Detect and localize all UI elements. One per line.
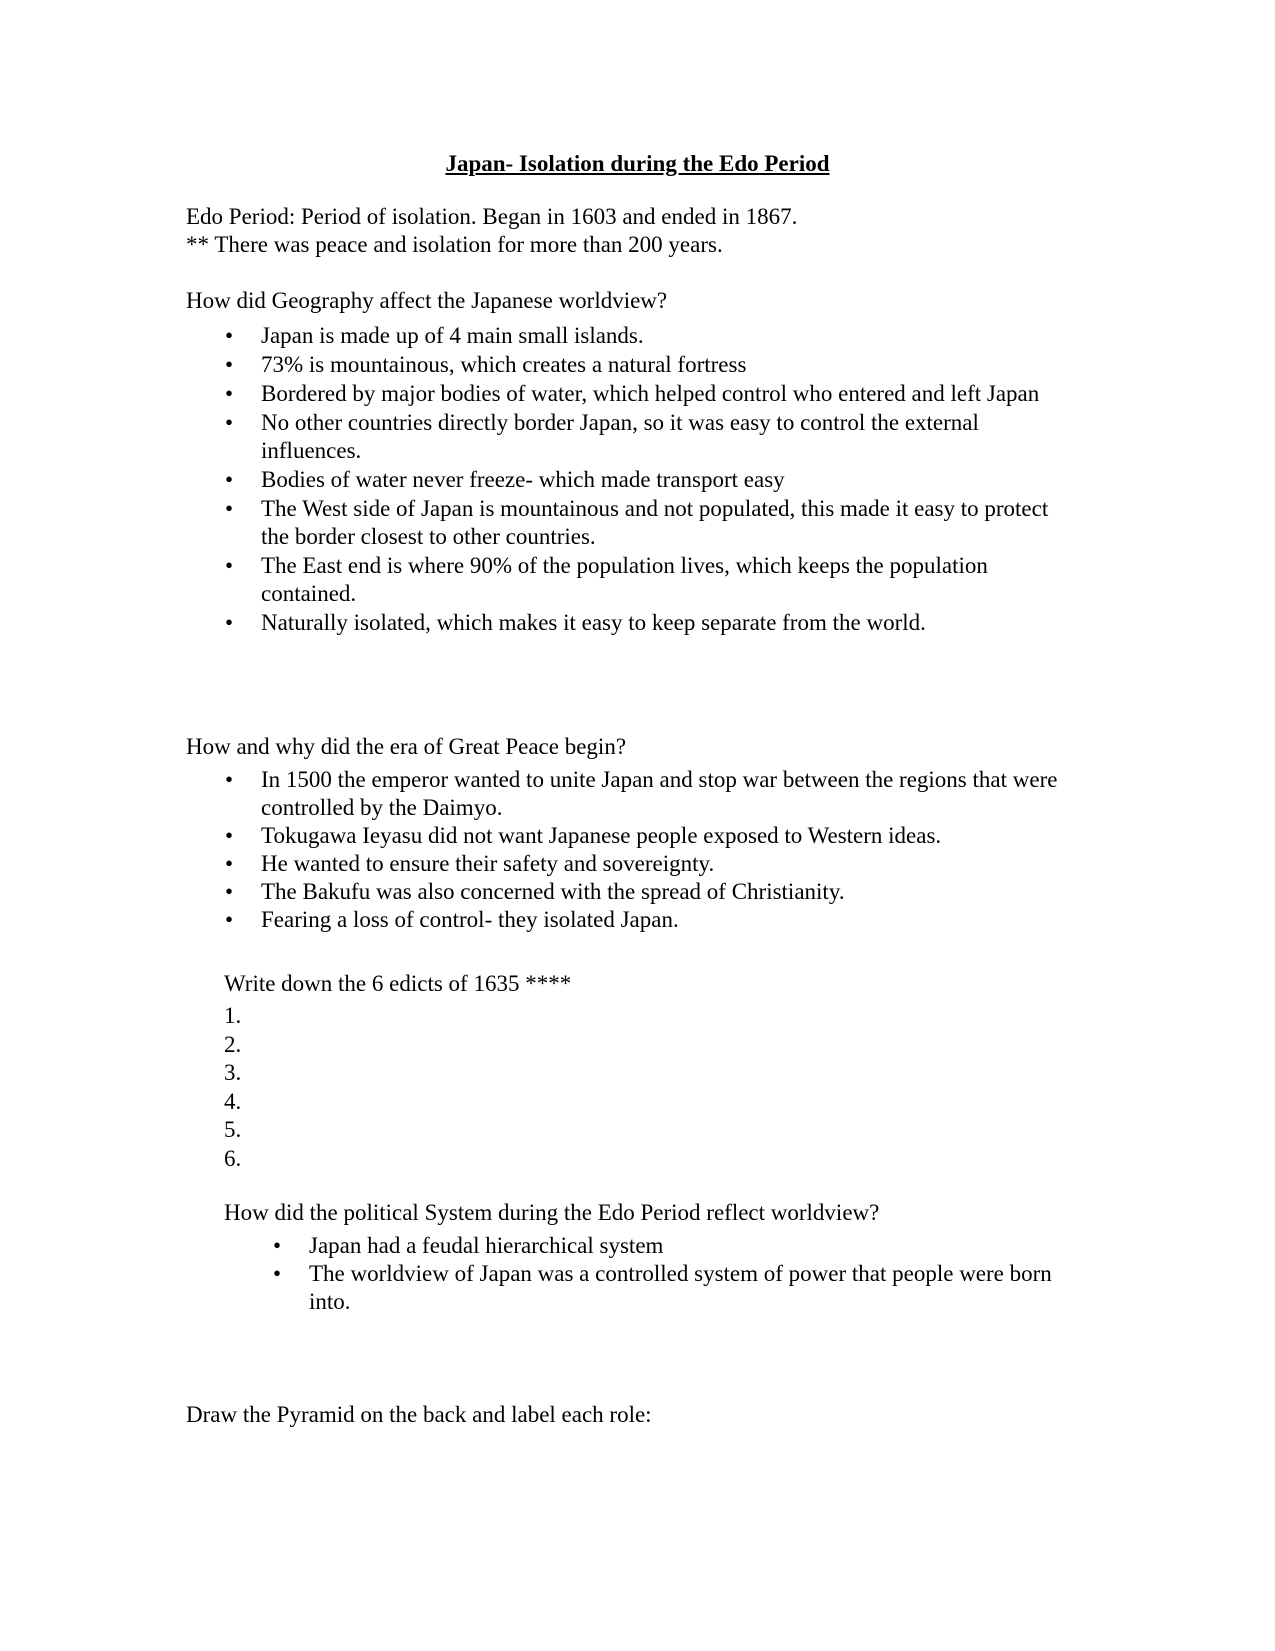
bullet-text: Tokugawa Ieyasu did not want Japanese people exposed to Western ideas. bbox=[261, 823, 942, 848]
bullet-icon: • bbox=[225, 553, 234, 578]
edicts-prompt: Write down the 6 edicts of 1635 **** bbox=[224, 971, 572, 996]
political-question: How did the political System during the Edo Period reflect worldview? bbox=[224, 1200, 880, 1225]
bullet-icon: • bbox=[273, 1233, 282, 1258]
bullet-text: The Bakufu was also concerned with the spread of Christianity. bbox=[261, 879, 845, 904]
bullet-text: The East end is where 90% of the population lives, which keeps the population contained. bbox=[261, 553, 988, 606]
list-item: 3. bbox=[224, 1060, 242, 1085]
bullet-text: The worldview of Japan was a controlled system of power that people were born into. bbox=[309, 1261, 1052, 1314]
list-item bbox=[225, 409, 1075, 465]
bullet-icon: • bbox=[225, 323, 234, 348]
intro-line-1: Edo Period: Period of isolation. Began in 1603 and ended in 1867. bbox=[186, 204, 798, 229]
bullet-icon: • bbox=[225, 467, 234, 492]
pyramid-instruction: Draw the Pyramid on the back and label each role: bbox=[186, 1402, 652, 1427]
geography-question: How did Geography affect the Japanese worldview? bbox=[186, 288, 668, 313]
list-item bbox=[225, 850, 1075, 878]
list-item bbox=[225, 380, 1075, 408]
list-item bbox=[225, 495, 1075, 551]
bullet-icon: • bbox=[225, 907, 234, 932]
list-item bbox=[225, 466, 1075, 494]
bullet-icon: • bbox=[225, 879, 234, 904]
geography-bullet-list bbox=[225, 322, 1075, 638]
bullet-icon: • bbox=[225, 823, 234, 848]
bullet-icon: • bbox=[225, 381, 234, 406]
peace-question: How and why did the era of Great Peace begin? bbox=[186, 734, 627, 759]
bullet-text: Japan had a feudal hierarchical system bbox=[309, 1233, 664, 1258]
bullet-text: Bodies of water never freeze- which made transport easy bbox=[261, 467, 785, 492]
bullet-icon: • bbox=[225, 851, 234, 876]
list-item bbox=[273, 1260, 1073, 1316]
bullet-icon: • bbox=[225, 767, 234, 792]
page-title: Japan- Isolation during the Edo Period bbox=[445, 151, 830, 176]
bullet-text: Japan is made up of 4 main small islands. bbox=[261, 323, 644, 348]
list-item: 4. bbox=[224, 1088, 242, 1114]
list-item: 6. bbox=[224, 1145, 242, 1171]
bullet-text: Bordered by major bodies of water, which helped control who entered and left Japan bbox=[261, 381, 1040, 406]
intro-line-2: ** There was peace and isolation for more than 200 years. bbox=[186, 232, 723, 257]
edicts-number-list bbox=[224, 1002, 241, 1173]
bullet-text: 73% is mountainous, which creates a natural fortress bbox=[261, 352, 747, 377]
bullet-text: In 1500 the emperor wanted to unite Japan and stop war between the regions that were controlled by the Daimyo. bbox=[261, 767, 1058, 820]
bullet-icon: • bbox=[225, 610, 234, 635]
list-item: 1. bbox=[224, 1003, 242, 1028]
list-item bbox=[225, 322, 1075, 350]
list-item bbox=[225, 878, 1075, 906]
bullet-icon: • bbox=[225, 496, 234, 521]
list-item bbox=[225, 766, 1075, 822]
bullet-text: No other countries directly border Japan, so it was easy to control the external influences. bbox=[261, 410, 979, 463]
peace-bullet-list bbox=[225, 766, 1075, 934]
bullet-text: He wanted to ensure their safety and sovereignty. bbox=[261, 851, 715, 876]
list-item bbox=[225, 906, 1075, 934]
political-bullet-list bbox=[273, 1232, 1073, 1316]
bullet-text: Fearing a loss of control- they isolated Japan. bbox=[261, 907, 679, 932]
bullet-icon: • bbox=[225, 352, 234, 377]
list-item bbox=[225, 552, 1075, 608]
bullet-text: The West side of Japan is mountainous and not populated, this made it easy to protect the border closest to other countries. bbox=[261, 496, 1049, 549]
bullet-icon: • bbox=[225, 410, 234, 435]
list-item: 2. bbox=[224, 1031, 242, 1057]
list-item bbox=[273, 1232, 1073, 1260]
list-item: 5. bbox=[224, 1117, 242, 1142]
list-item bbox=[225, 609, 1075, 637]
list-item bbox=[225, 822, 1075, 850]
bullet-text: Naturally isolated, which makes it easy to keep separate from the world. bbox=[261, 610, 926, 635]
list-item bbox=[225, 351, 1075, 379]
bullet-icon: • bbox=[273, 1261, 282, 1286]
